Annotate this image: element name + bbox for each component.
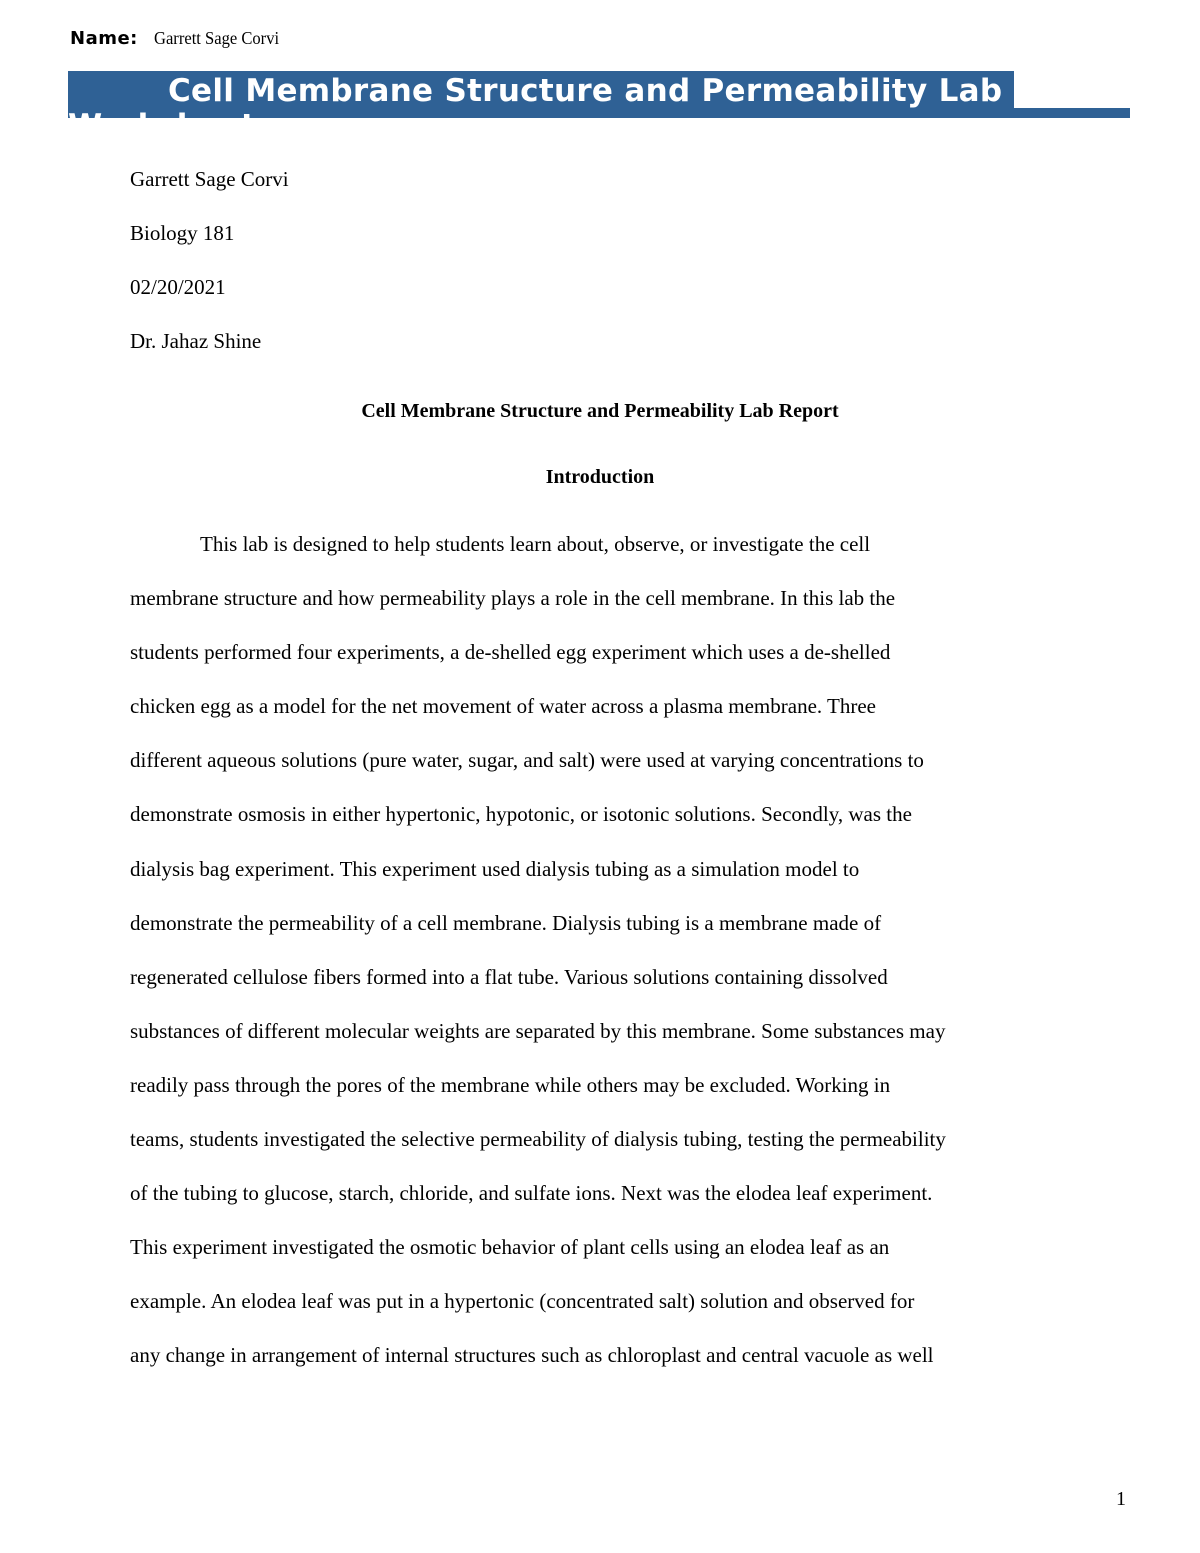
paragraph-line: regenerated cellulose fibers formed into a flat tube. Various solutions containing dissolved: [130, 964, 888, 989]
title-banner: [68, 71, 1014, 144]
report-date: 02/20/2021: [130, 275, 226, 299]
paragraph-line: demonstrate the permeability of a cell membrane. Dialysis tubing is a membrane made of: [130, 910, 882, 935]
name-field: [70, 28, 290, 54]
paragraph-line: example. An elodea leaf was put in a hypertonic (concentrated salt) solution and observed for: [130, 1289, 915, 1314]
student-name: Garrett Sage Corvi: [130, 167, 289, 191]
paragraph-line: membrane structure and how permeability plays a role in the cell membrane. In this lab the: [130, 586, 896, 611]
name-value: Garrett Sage Corvi: [153, 28, 279, 48]
banner-rule: [1014, 108, 1130, 118]
paragraph-line: teams, students investigated the selective permeability of dialysis tubing, testing the permeability: [130, 1127, 946, 1152]
introduction-paragraph: [130, 529, 1070, 1395]
paragraph-line: chicken egg as a model for the net movement of water across a plasma membrane. Three: [130, 694, 876, 719]
report-title: Cell Membrane Structure and Permeability Lab Report: [361, 400, 839, 422]
paragraph-line: of the tubing to glucose, starch, chloride, and sulfate ions. Next was the elodea leaf experiment.: [130, 1181, 933, 1206]
paragraph-line: any change in arrangement of internal structures such as chloroplast and central vacuole as well: [130, 1343, 934, 1368]
page-number: 1: [1116, 1488, 1126, 1510]
instructor-name: Dr. Jahaz Shine: [130, 329, 262, 353]
paragraph-line: students performed four experiments, a de-shelled egg experiment which uses a de-shelled: [130, 640, 891, 665]
name-label: Name:: [70, 28, 138, 49]
section-heading: Introduction: [545, 466, 655, 488]
paragraph-line: substances of different molecular weights are separated by this membrane. Some substances may: [130, 1018, 946, 1043]
paragraph-line: This experiment investigated the osmotic behavior of plant cells using an elodea leaf as an: [130, 1235, 890, 1260]
paragraph-line: dialysis bag experiment. This experiment used dialysis tubing as a simulation model to: [130, 856, 860, 881]
report-header: [130, 164, 289, 380]
banner-title: Cell Membrane Structure and Permeability Lab: [168, 73, 1003, 109]
paragraph-line: This lab is designed to help students learn about, observe, or investigate the cell: [200, 532, 871, 556]
paragraph-line: different aqueous solutions (pure water, sugar, and salt) were used at varying concentrations to: [130, 748, 924, 773]
paragraph-line: readily pass through the pores of the membrane while others may be excluded. Working in: [130, 1072, 891, 1097]
paragraph-line: demonstrate osmosis in either hypertonic, hypotonic, or isotonic solutions. Secondly, was the: [130, 802, 912, 827]
course-name: Biology 181: [130, 221, 235, 245]
banner-title-overflow: Worksheet: [68, 108, 256, 144]
